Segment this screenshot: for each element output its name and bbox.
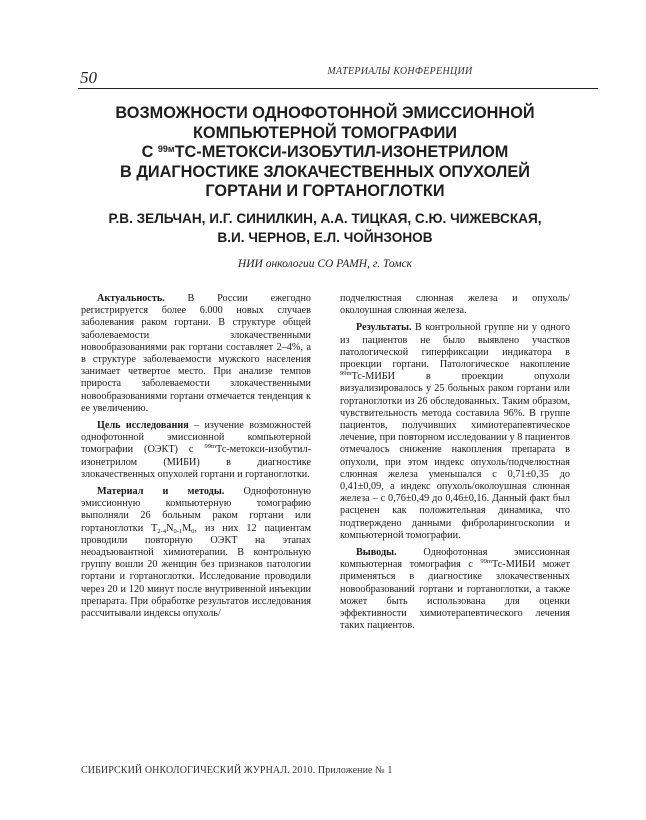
paragraph-text: Однофотонную эмиссионную компьютерную томографию выполняли 26 больным раком гортани или гортаноглотки T: [81, 486, 311, 534]
isotope-superscript: 99m: [204, 443, 217, 451]
affiliation: НИИ онкологии СО РАМН, г. Томск: [237, 258, 413, 270]
paragraph-text: В России ежегодно регистрируется более 6.000 новых случаев заболевания раком гортани. В структуре общей заболеваемости злокачественными новообразованиями рак гортани составляет 2–4%, а в структуре заболеваемости мужского населения занимает четвертое место. При анализе темпов прироста заболеваемости злокачественными новообразованиями гортани отмечается тенденция к ее увеличению.: [81, 293, 311, 414]
paragraph-aim: [81, 420, 311, 481]
paragraph-methods: [81, 486, 311, 620]
left-column: [81, 293, 311, 625]
paragraph-text: Тс-МИБИ может применяться в диагностике злокачественных новообразований гортани и гортаноглотки, а также может быть использована для оценки эффективности химиотерапевтического лечения таких пациентов.: [340, 559, 570, 632]
authors-line: Р.В. ЗЕЛЬЧАН, И.Г. СИНИЛКИН, А.А. ТИЦКАЯ, С.Ю. ЧИЖЕВСКАЯ,: [108, 211, 542, 226]
title-rest: ТС-МЕТОКСИ-ИЗОБУТИЛ-ИЗОНЕТРИЛОМ: [174, 143, 509, 161]
header-divider: [78, 88, 598, 89]
title-line: ГОРТАНИ И ГОРТАНОГЛОТКИ: [205, 182, 445, 200]
isotope-superscript: 99m: [480, 558, 492, 566]
paragraph-heading: Материал и методы.: [97, 486, 225, 498]
paragraph-heading: Актуальность.: [97, 293, 165, 304]
paragraph-results: [340, 322, 570, 542]
stage-letter: N: [166, 522, 174, 534]
paragraph-conclusions: [340, 547, 570, 632]
article-title: [84, 104, 566, 202]
stage-subscript: 0: [191, 527, 195, 535]
title-line: ВОЗМОЖНОСТИ ОДНОФОТОННОЙ ЭМИССИОННОЙ: [115, 104, 535, 122]
title-line: КОМПЬЮТЕРНОЙ ТОМОГРАФИИ: [192, 123, 457, 142]
paragraph-text: , из них 12 пациентам проводили повторную ОЭКТ на этапах неоадъювантной химиотерапии. В контрольную группу вошли 20 женщин без признаков патологии гортани и гортаноглотки. Исследование проводили через 20 и 120 минут после внутривенной инъекции препарата. При обработке результатов исследования рассчитывали индексы опухоль/: [81, 522, 312, 620]
paragraph-heading: Цель исследования: [97, 420, 189, 432]
title-prefix: С: [141, 143, 158, 161]
paragraph-relevance: [81, 293, 311, 415]
stage-subscript: 0-1: [173, 527, 183, 535]
stage-subscript: 2-4: [157, 527, 167, 535]
right-column: [340, 293, 570, 637]
paragraph-heading: Результаты.: [356, 322, 412, 334]
isotope-superscript: 99м: [157, 144, 175, 154]
paragraph-text: – изучение возможностей однофотонной эмиссионной компьютерной томографии (ОЭКТ) с: [81, 420, 312, 456]
title-line: В ДИАГНОСТИКЕ ЗЛОКАЧЕСТВЕННЫХ ОПУХОЛЕЙ: [120, 162, 530, 181]
paragraph-text: Тс-метокси-изобутил-изонетрилом (МИБИ) в диагностике злокачественных опухолей гортани и гортаноглотки.: [81, 444, 311, 480]
running-header: МАТЕРИАЛЫ КОНФЕРЕНЦИИ: [327, 66, 473, 77]
paragraph-methods-continued: подчелюстная слюнная железа и опухоль/околоушная слюнная железа.: [340, 293, 570, 317]
stage-letter: M: [182, 522, 192, 534]
paragraph-heading: Выводы.: [356, 547, 397, 559]
isotope-superscript: 99m: [340, 370, 352, 378]
title-line: [84, 143, 566, 163]
paragraph-text: В контрольной группе ни у одного из пациентов не было выявлено участков патологической гиперфиксации индикатора в проекции гортани. Патологическое накопление: [340, 322, 570, 371]
authors: [84, 209, 566, 247]
page-number: 50: [80, 68, 97, 87]
authors-line: В.И. ЧЕРНОВ, Е.Л. ЧОЙНЗОНОВ: [217, 230, 433, 245]
paragraph-text: Тс-МИБИ в проекции опухоли визуализировалось у 25 больных раком гортани или гортаноглотки из 26 обследованных. Таким образом, чувствительность метода составила 96%. В группе пациентов, получивших химиотерапевтическое лечение, при повторном исследовании у 8 пациентов отмечалось снижение накопления препарата в опухоли, при этом индекс опухоль/подчелюстная слюнная железа уменьшался с 0,71±0,35 до 0,41±0,09, а индекс опухоль/околоушная слюнная железа – с 0,76±0,49 до 0,46±0,16. Данный факт был расценен как положительная динамика, что подтверждено данными фиброларингоскопии и компьютерной томографии.: [340, 371, 570, 541]
paragraph-text: Однофотонная эмиссионная компьютерная томография с: [340, 547, 570, 571]
journal-footer: СИБИРСКИЙ ОНКОЛОГИЧЕСКИЙ ЖУРНАЛ. 2010. Приложение № 1: [81, 765, 393, 776]
